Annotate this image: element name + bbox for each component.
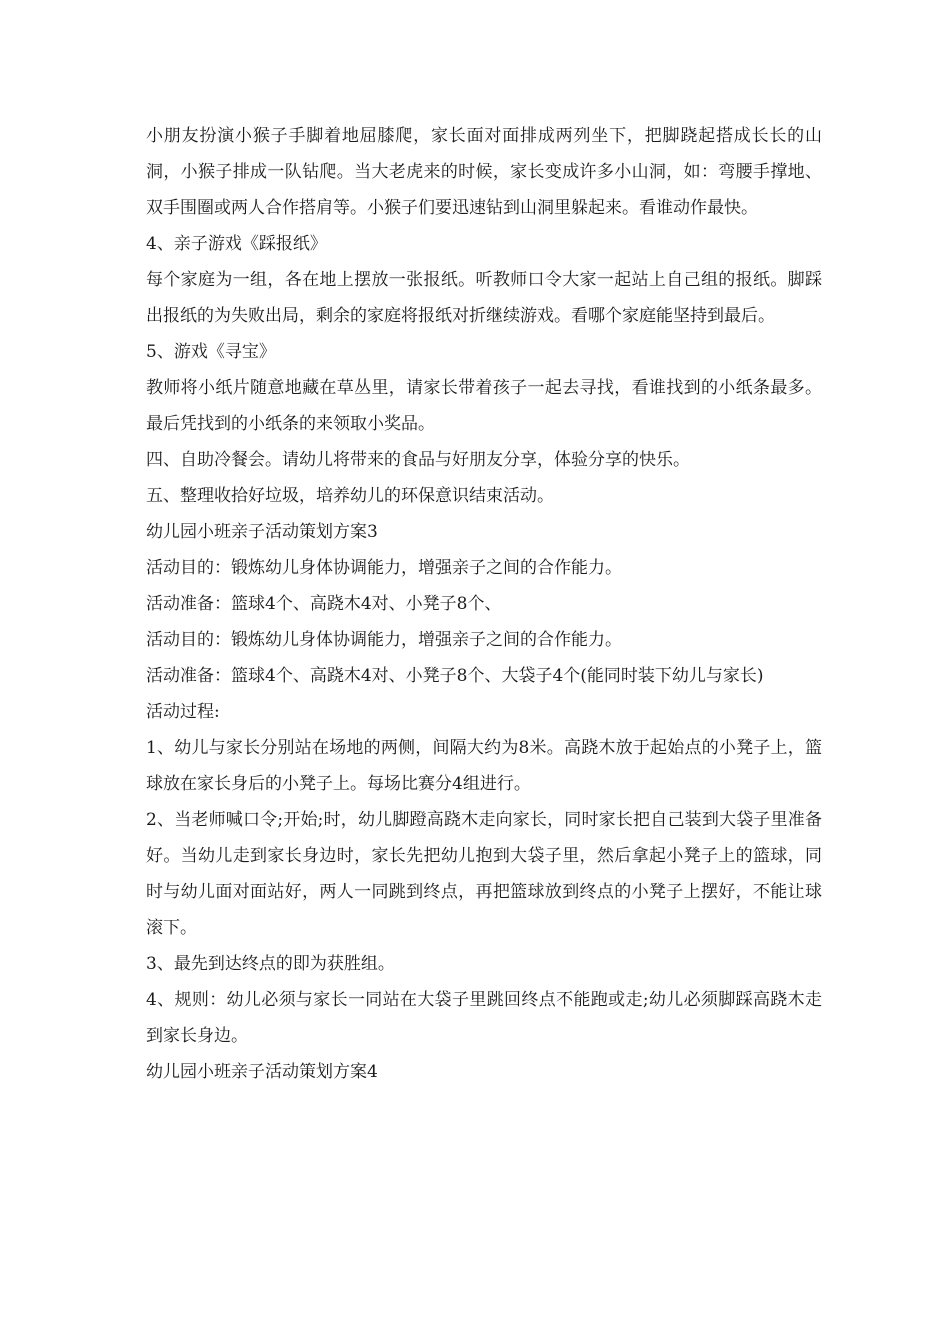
paragraph-newspaper-game: 每个家庭为一组，各在地上摆放一张报纸。听教师口令大家一起站上自己组的报纸。脚踩出报纸的为失败出局，剩余的家庭将报纸对折继续游戏。看哪个家庭能坚持到最后。 [146,270,822,326]
document-body [146,118,822,1090]
activity-prep-full: 活动准备：篮球4个、高跷木4对、小凳子8个、大袋子4个(能同时装下幼儿与家长) [146,666,764,686]
activity-goal: 活动目的：锻炼幼儿身体协调能力，增强亲子之间的合作能力。 [146,558,622,578]
activity-prep: 活动准备：篮球4个、高跷木4对、小凳子8个、 [146,594,502,614]
activity-process-label: 活动过程: [146,702,220,722]
process-rules: 4、规则：幼儿必须与家长一同站在大袋子里跳回终点不能跑或走;幼儿必须脚踩高跷木走到家长身边。 [146,990,822,1046]
paragraph-monkey-game: 小朋友扮演小猴子手脚着地屈膝爬，家长面对面排成两列坐下，把脚跷起搭成长长的山洞，小猴子排成一队钻爬。当大老虎来的时候，家长变成许多小山洞，如：弯腰手撑地、双手围圈或两人合作搭肩等。小猴子们要迅速钻到山洞里躲起来。看谁动作最快。 [146,126,822,218]
section-title-plan-4: 幼儿园小班亲子活动策划方案4 [146,1062,378,1082]
item-cleanup: 五、整理收拾好垃圾，培养幼儿的环保意识结束活动。 [146,486,554,506]
process-step-1: 1、幼儿与家长分别站在场地的两侧，间隔大约为8米。高跷木放于起始点的小凳子上，篮球放在家长身后的小凳子上。每场比赛分4组进行。 [146,738,822,794]
process-step-2: 2、当老师喊口令;开始;时，幼儿脚蹬高跷木走向家长，同时家长把自己装到大袋子里准备好。当幼儿走到家长身边时，家长先把幼儿抱到大袋子里，然后拿起小凳子上的篮球，同时与幼儿面对面站好，两人一同跳到终点，再把篮球放到终点的小凳子上摆好，不能让球滚下。 [146,810,822,938]
item-buffet: 四、自助冷餐会。请幼儿将带来的食品与好朋友分享，体验分享的快乐。 [146,450,690,470]
heading-treasure-game: 5、游戏《寻宝》 [146,342,276,362]
process-step-3: 3、最先到达终点的即为获胜组。 [146,954,395,974]
section-title-plan-3: 幼儿园小班亲子活动策划方案3 [146,522,378,542]
paragraph-treasure-game: 教师将小纸片随意地藏在草丛里，请家长带着孩子一起去寻找，看谁找到的小纸条最多。最后凭找到的小纸条的来领取小奖品。 [146,378,822,434]
heading-newspaper-game: 4、亲子游戏《踩报纸》 [146,234,327,254]
activity-goal-repeat: 活动目的：锻炼幼儿身体协调能力，增强亲子之间的合作能力。 [146,630,622,650]
